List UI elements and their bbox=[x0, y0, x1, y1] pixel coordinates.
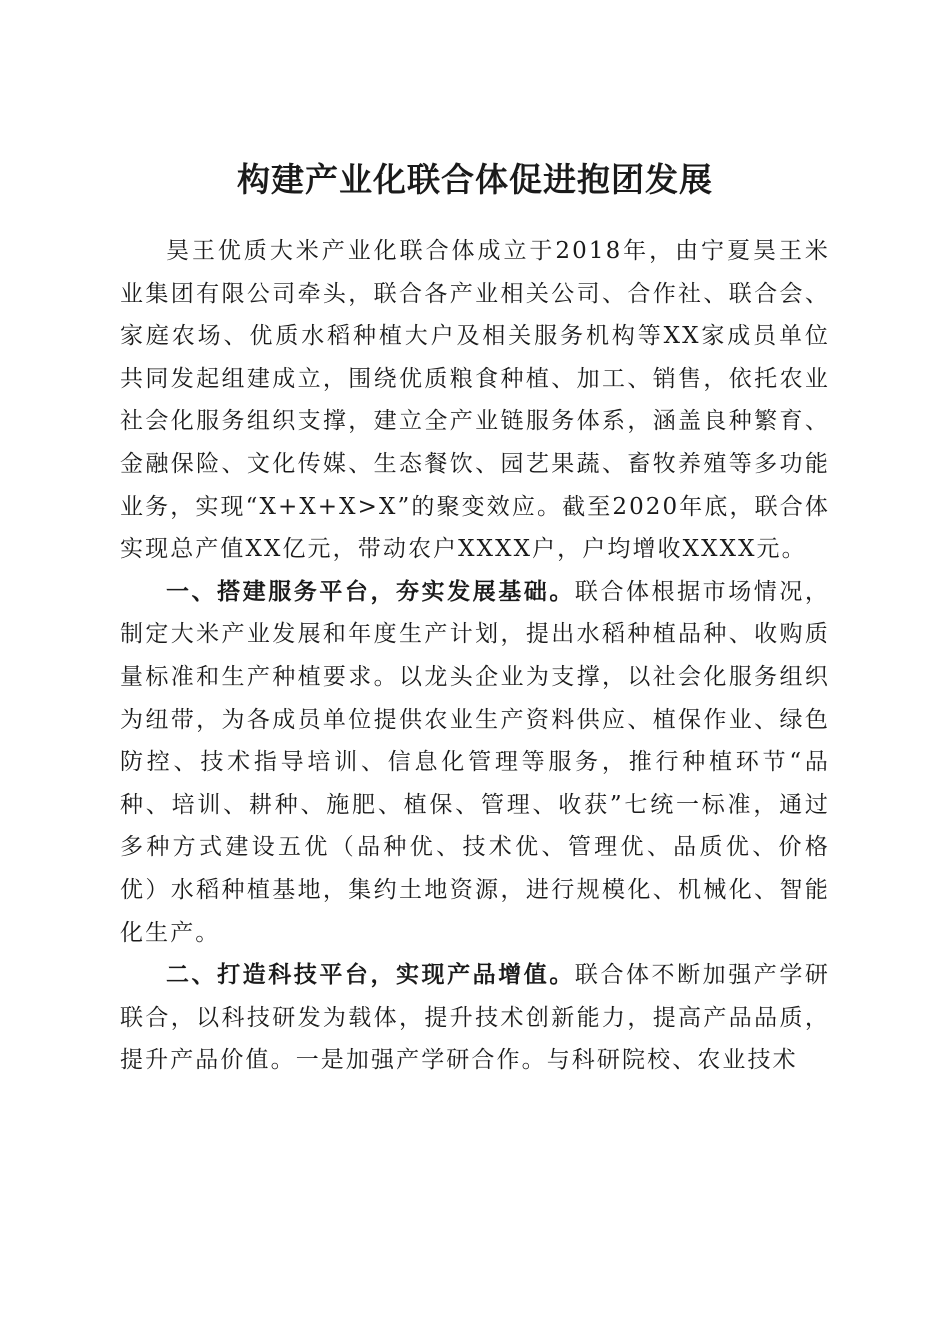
paragraph-tech-platform bbox=[120, 954, 830, 1082]
paragraph-text: 联合体根据市场情况，制定大米产业发展和年度生产计划，提出水稻种植品种、收购质量标准和生产种植要求。以龙头企业为支撑，以社会化服务组织为纽带，为各成员单位提供农业生产资料供应、植保作业、绿色防控、技术指导培训、信息化管理等服务，推行种植环节“品种、培训、耕种、施肥、植保、管理、收获”七统一标准，通过多种方式建设五优（品种优、技术优、管理优、品质优、价格优）水稻种植基地，集约土地资源，进行规模化、机械化、智能化生产。 bbox=[120, 578, 830, 946]
paragraph-service-platform bbox=[120, 571, 830, 954]
paragraph-text: 昊王优质大米产业化联合体成立于2018年，由宁夏昊王米业集团有限公司牵头，联合各产业相关公司、合作社、联合会、家庭农场、优质水稻种植大户及相关服务机构等XX家成员单位共同发起组建成立，围绕优质粮食种植、加工、销售，依托农业社会化服务组织支撑，建立全产业链服务体系，涵盖良种繁育、金融保险、文化传媒、生态餐饮、园艺果蔬、畜牧养殖等多功能业务，实现“X+X+X>X”的聚变效应。截至2020年底，联合体实现总产值XX亿元，带动农户XXXX户，户均增收XXXX元。 bbox=[120, 238, 830, 563]
paragraph-lead: 二、打造科技平台，实现产品增值。 bbox=[166, 962, 575, 989]
paragraph-lead: 一、搭建服务平台，夯实发展基础。 bbox=[166, 578, 575, 605]
paragraph-text: 联合体不断加强产学研联合，以科技研发为载体，提升技术创新能力，提高产品品质，提升产品价值。一是加强产学研合作。与科研院校、农业技术 bbox=[120, 962, 830, 1074]
paragraph-intro bbox=[120, 230, 830, 571]
document-body bbox=[120, 230, 830, 1082]
document-title: 构建产业化联合体促进抱团发展 bbox=[237, 160, 713, 200]
